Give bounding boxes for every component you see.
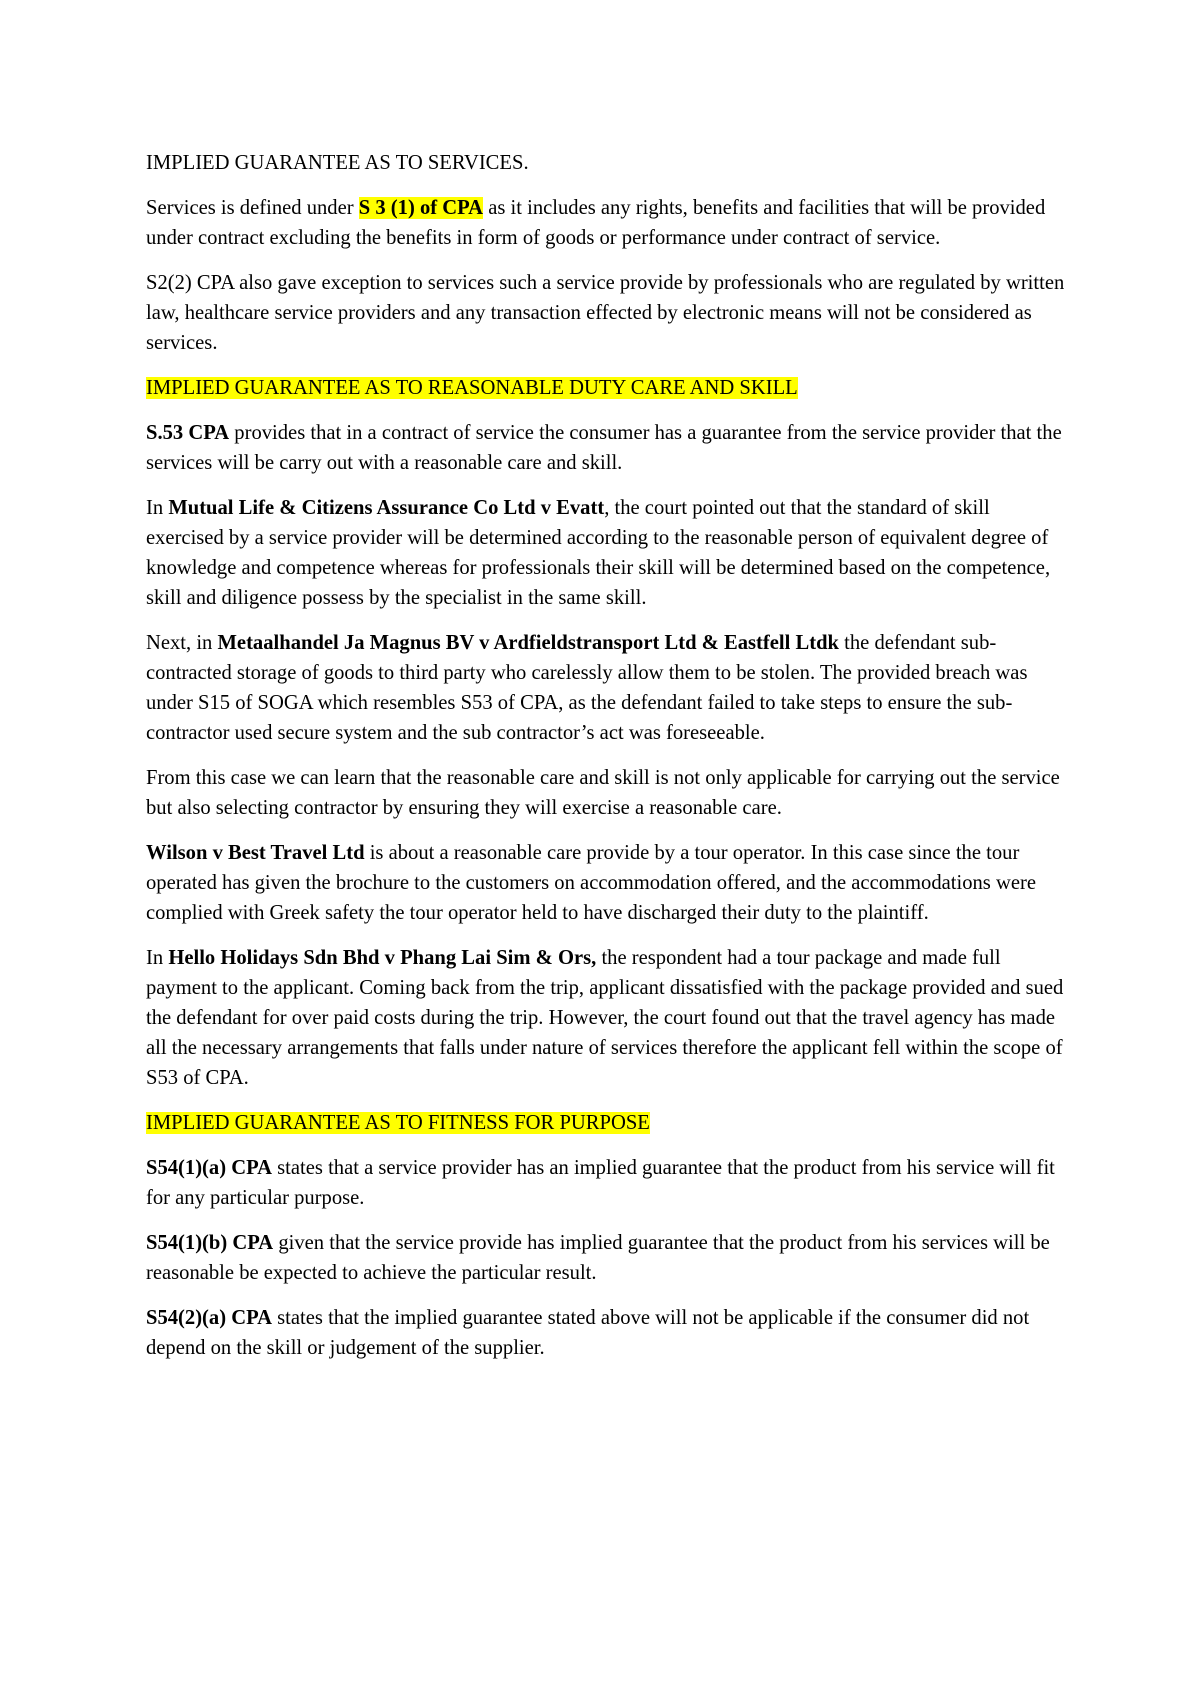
section-heading-reasonable-care: IMPLIED GUARANTEE AS TO REASONABLE DUTY CARE AND SKILL [146, 377, 798, 399]
statute-reference-highlight: S 3 (1) of CPA [358, 197, 484, 219]
paragraph-s54-1a: S54(1)(a) CPA states that a service provider has an implied guarantee that the product from his service will fit for any particular purpose. [146, 1157, 1055, 1209]
case-name: Wilson v Best Travel Ltd [146, 842, 365, 864]
section-heading-services: IMPLIED GUARANTEE AS TO SERVICES. [146, 152, 529, 174]
paragraph-s53: S.53 CPA provides that in a contract of service the consumer has a guarantee from the service provider that the services will be carry out with a reasonable care and skill. [146, 422, 1062, 474]
statute-reference: S.53 CPA [146, 422, 230, 444]
paragraph-mutual-life-case: In Mutual Life & Citizens Assurance Co Ltd v Evatt, the court pointed out that the standard of skill exercised by a service provider will be determined according to the reasonable person of equivalent degree of knowledge and competence whereas for professionals their skill will be determined based on the competence, skill and diligence possess by the specialist in the same skill. [146, 497, 1051, 609]
paragraph-metaalhandel-case: Next, in Metaalhandel Ja Magnus BV v Ardfieldstransport Ltd & Eastfell Ltdk the defendant sub-contracted storage of goods to third party who carelessly allow them to be stolen. The provided breach was under S15 of SOGA which resembles S53 of CPA, as the defendant failed to take steps to ensure the sub-contractor used secure system and the sub contractor’s act was foreseeable. [146, 632, 1028, 744]
statute-reference: S54(2)(a) CPA [146, 1307, 273, 1329]
paragraph-case-lesson: From this case we can learn that the reasonable care and skill is not only applicable for carrying out the service but also selecting contractor by ensuring they will exercise a reasonable care. [146, 767, 1060, 819]
case-name: Mutual Life & Citizens Assurance Co Ltd v Evatt [168, 497, 605, 519]
statute-reference: S54(1)(b) CPA [146, 1232, 274, 1254]
paragraph-hello-holidays-case: In Hello Holidays Sdn Bhd v Phang Lai Sim & Ors, the respondent had a tour package and made full payment to the applicant. Coming back from the trip, applicant dissatisfied with the package provided and sued the defendant for over paid costs during the trip. However, the court found out that the travel agency has made all the necessary arrangements that falls under nature of services therefore the applicant fell within the scope of S53 of CPA. [146, 947, 1064, 1089]
document-body [146, 148, 1066, 1378]
case-name: Metaalhandel Ja Magnus BV v Ardfieldstransport Ltd & Eastfell Ltdk [217, 632, 839, 654]
case-name: Hello Holidays Sdn Bhd v Phang Lai Sim & Ors, [168, 947, 597, 969]
paragraph-wilson-case: Wilson v Best Travel Ltd is about a reasonable care provide by a tour operator. In this case since the tour operated has given the brochure to the customers on accommodation offered, and the accommodations were complied with Greek safety the tour operator held to have discharged their duty to the plaintiff. [146, 842, 1036, 924]
paragraph-services-definition: Services is defined under S 3 (1) of CPA as it includes any rights, benefits and facilities that will be provided under contract excluding the benefits in form of goods or performance under contract of service. [146, 197, 1046, 249]
paragraph-s54-2a: S54(2)(a) CPA states that the implied guarantee stated above will not be applicable if the consumer did not depend on the skill or judgement of the supplier. [146, 1307, 1030, 1359]
section-heading-fitness-for-purpose: IMPLIED GUARANTEE AS TO FITNESS FOR PURPOSE [146, 1112, 650, 1134]
paragraph-services-exception: S2(2) CPA also gave exception to services such a service provide by professionals who are regulated by written law, healthcare service providers and any transaction effected by electronic means will not be considered as services. [146, 272, 1065, 354]
statute-reference: S54(1)(a) CPA [146, 1157, 273, 1179]
paragraph-s54-1b: S54(1)(b) CPA given that the service provide has implied guarantee that the product from his services will be reasonable be expected to achieve the particular result. [146, 1232, 1050, 1284]
